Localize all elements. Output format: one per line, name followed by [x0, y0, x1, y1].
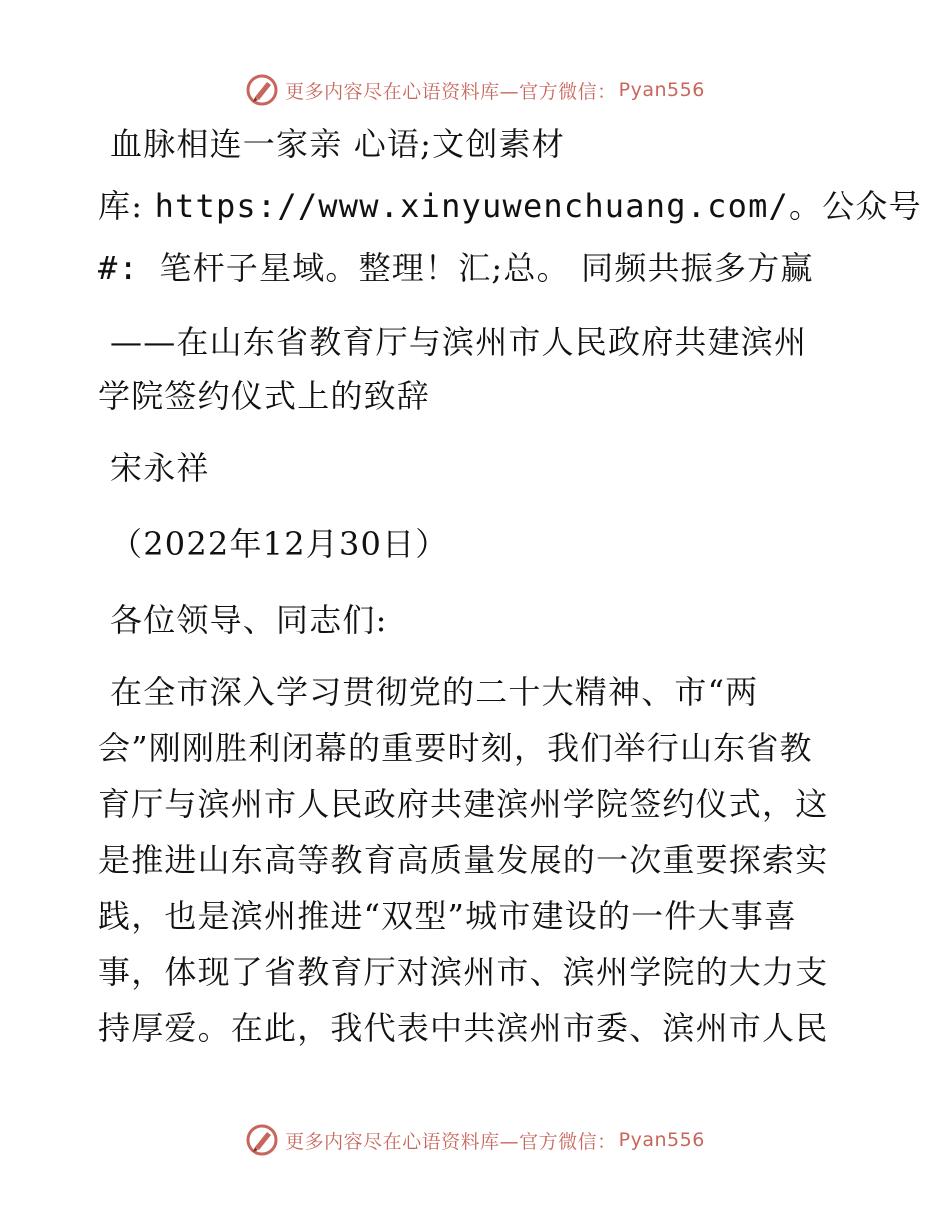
- subtitle-line-1: ——在山东省教育厅与滨州市人民政府共建滨州: [110, 323, 808, 361]
- author-name: 宋永祥: [110, 449, 210, 487]
- intro-line-2: [98, 186, 922, 226]
- watermark-handle: Pyan556: [618, 1129, 705, 1151]
- intro-line-3-prefix: #:: [98, 249, 160, 287]
- salutation: 各位领导、同志们:: [110, 601, 388, 639]
- speech-date: （2022年12月30日）: [110, 525, 449, 563]
- footer-watermark: [0, 1120, 950, 1160]
- intro-line-3: [98, 248, 853, 288]
- paragraph-line-1: 在全市深入学习贯彻党的二十大精神、市“两: [110, 673, 759, 711]
- pen-logo-icon: [245, 73, 279, 107]
- intro-line-1: 血脉相连一家亲 心语;文创素材: [110, 125, 565, 163]
- paragraph-line-6: 事，体现了省教育厅对滨州市、滨州学院的大力支: [98, 953, 829, 991]
- paragraph-line-4: 是推进山东高等教育高质量发展的一次重要探索实: [98, 841, 829, 879]
- subtitle-line-2: 学院签约仪式上的致辞: [98, 377, 431, 415]
- watermark-handle: Pyan556: [618, 79, 705, 101]
- intro-line-3-rest: 笔杆子星域。整理！汇;总。 同频共振多方赢: [159, 249, 814, 287]
- paragraph-line-7: 持厚爱。在此，我代表中共滨州市委、滨州市人民: [98, 1009, 829, 1047]
- watermark-text: 更多内容尽在心语资料库—官方微信：: [285, 80, 617, 103]
- intro-line-2-suffix: 。公众号: [789, 187, 922, 225]
- paragraph-line-5: 践，也是滨州推进“双型”城市建设的一件大事喜: [98, 897, 798, 935]
- paragraph-line-2: 会”刚刚胜利闭幕的重要时刻，我们举行山东省教: [98, 729, 813, 767]
- watermark-text: 更多内容尽在心语资料库—官方微信：: [285, 1130, 617, 1153]
- intro-line-2-prefix: 库:: [98, 187, 155, 225]
- header-watermark: [0, 70, 950, 110]
- document-body: [98, 124, 922, 1048]
- source-url-link[interactable]: https://www.xinyuwenchuang.com/: [154, 187, 789, 225]
- paragraph-line-3: 育厅与滨州市人民政府共建滨州学院签约仪式，这: [98, 785, 829, 823]
- pen-logo-icon: [245, 1123, 279, 1157]
